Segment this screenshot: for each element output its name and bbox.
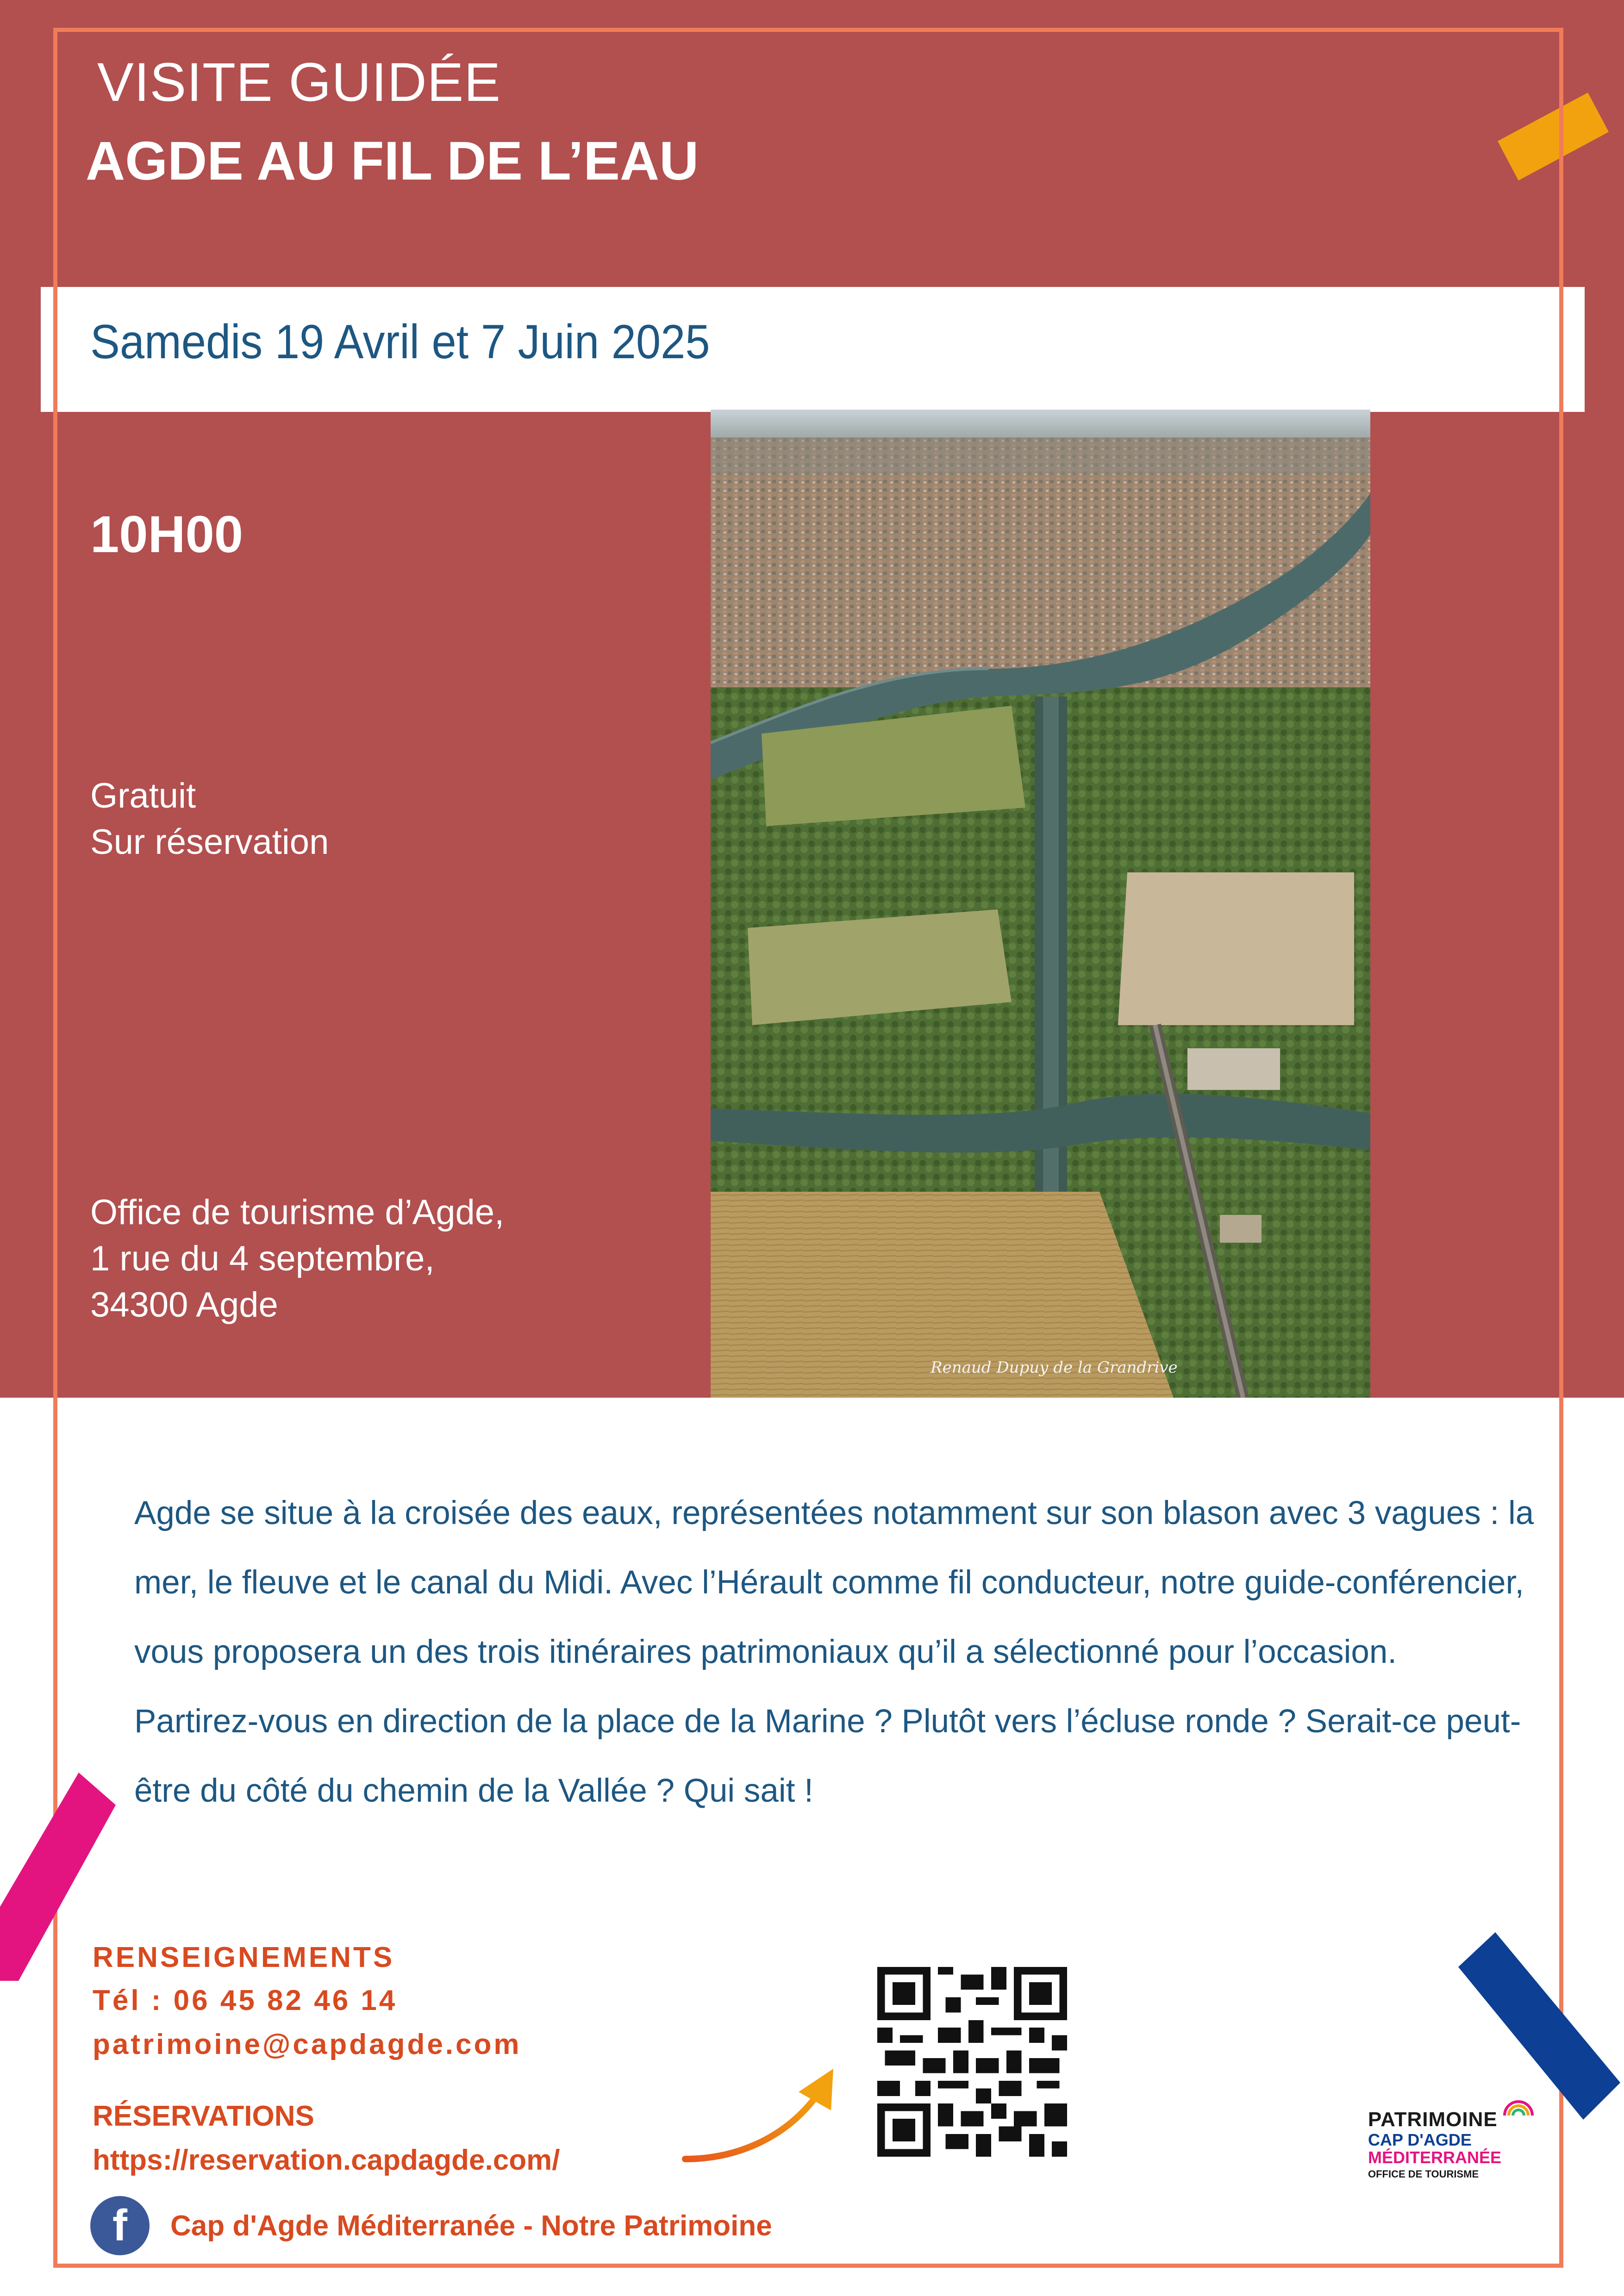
facebook-icon: f [90,2196,150,2255]
reservation-link[interactable]: https://reservation.capdagde.com/ [93,2144,560,2176]
logo-line: MÉDITERRANÉE [1368,2148,1502,2167]
office-logo [1368,2108,1544,2180]
address-line: 34300 Agde [90,1285,278,1325]
rainbow-arc-icon [1502,2098,1535,2116]
logo-patrimoine: PATRIMOINE [1368,2108,1498,2131]
title-line1: VISITE GUIDÉE [97,52,501,113]
blue-decoration [1454,1930,1624,2124]
title-line2: AGDE AU FIL DE L’EAU [86,131,699,192]
address-line: Office de tourisme d’Agde, [90,1193,505,1232]
reservation-info [93,2094,560,2182]
event-time: 10H00 [90,505,244,563]
description [134,1479,1537,1826]
contact-label: RENSEIGNEMENTS [93,1941,395,1973]
address-line: 1 rue du 4 septembre, [90,1239,435,1278]
contact-email[interactable]: patrimoine@capdagde.com [93,2028,522,2060]
contact-info [93,1937,522,2066]
arrow-icon [681,2060,847,2171]
logo-subtitle: OFFICE DE TOURISME [1368,2168,1479,2180]
contact-phone[interactable]: Tél : 06 45 82 46 14 [93,1985,398,2016]
page-frame [53,28,1563,2268]
photo-credit: Renaud Dupuy de la Grandrive [931,1358,1178,1377]
facebook-page-name: Cap d'Agde Méditerranée - Notre Patrimoine [170,2209,772,2242]
qr-code[interactable] [877,1967,1067,2157]
logo-line: CAP D'AGDE [1368,2130,1472,2149]
event-dates: Samedis 19 Avril et 7 Juin 2025 [90,315,710,369]
price-line: Gratuit [90,776,196,815]
booking-line: Sur réservation [90,822,329,862]
facebook-link[interactable] [90,2196,772,2255]
description-paragraph: Agde se situe à la croisée des eaux, représentées notamment sur son blason avec 3 vagues : la mer, le fleuve et le canal du Midi. Avec l’Hérault comme fil conducteur, notre guide-conférencier, vous proposera un des trois itinéraires patrimoniaux qu’il a sélectionné pour l’occasion. [134,1495,1534,1670]
description-paragraph: Partirez-vous en direction de la place de la Marine ? Plutôt vers l’écluse ronde ? Serait-ce peut-être du côté du chemin de la Vallée ? Qui sait ! [134,1703,1521,1809]
reservation-label: RÉSERVATIONS [93,2100,314,2132]
